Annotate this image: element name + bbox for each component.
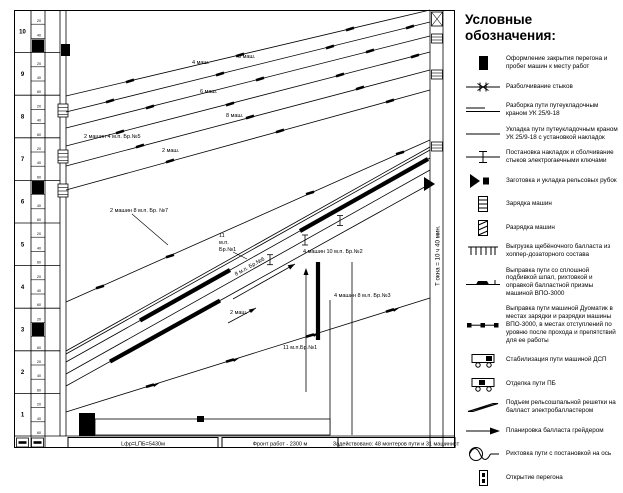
- axis-hour-label: 2: [20, 370, 25, 377]
- axis-minute-label: 40: [37, 76, 41, 80]
- legend-item: [465, 376, 619, 392]
- axis-minute-label: 60: [37, 218, 41, 222]
- crew-label: 4 машин 8 м.п. Бр.№3: [334, 293, 391, 299]
- fishplate-bolting-icon: [465, 149, 501, 165]
- machines-label: 8 маш.: [226, 113, 244, 119]
- legend-item-label: Отделка пути ПБ: [506, 379, 556, 387]
- legend-item-label: Оформление закрытия перегона и пробег машин к месту работ: [506, 55, 608, 71]
- axis-hour-label: 4: [20, 284, 25, 291]
- machines-label: 6 маш.: [200, 89, 218, 95]
- legend-item-label: Стабилизация пути машиной ДСП: [506, 356, 607, 364]
- crew-label: 2 машин 8 м.п. Бр. №7: [110, 208, 169, 214]
- axis-minute-label: 60: [37, 132, 41, 137]
- legend-item: [465, 243, 619, 259]
- axis-minute-label: 20: [37, 104, 41, 109]
- legend-item-label: Планировка балласта грейдером: [506, 426, 604, 434]
- axis-minute-label: 20: [37, 274, 41, 279]
- work-line-crew7: [66, 140, 430, 302]
- legend-title: Условные обозначения:: [465, 12, 556, 43]
- axis-hour-label: 5: [20, 242, 25, 249]
- axis-minute-label: 20: [37, 61, 41, 66]
- axis-minute-label: 60: [37, 431, 41, 435]
- legend-item: [465, 79, 619, 95]
- machine-discharge-icon: [465, 220, 501, 236]
- legend-item: [465, 470, 619, 486]
- time-mark: [32, 323, 44, 336]
- grader-icon: [465, 423, 501, 439]
- closure-mark: [79, 413, 95, 436]
- electroballaster-icon: [465, 399, 501, 415]
- machine-discharge-mark: [432, 142, 443, 151]
- legend-panel: [465, 12, 619, 493]
- axis-minute-label: 40: [37, 161, 41, 166]
- up-arrow: [304, 268, 309, 275]
- machine-discharge-mark: [432, 70, 443, 79]
- machine-charge-icon: [465, 196, 501, 212]
- axis-minute-label: 40: [37, 118, 41, 123]
- axis-minute-label: 60: [37, 345, 41, 350]
- axis-minute-label: 60: [37, 303, 41, 308]
- machines-label: 2 маш.: [230, 310, 248, 316]
- axis-minute-label: 60: [37, 90, 41, 95]
- duomatic-icon: [465, 317, 501, 333]
- machines-label: 3 маш.: [238, 54, 256, 60]
- bottom-work-bar: [95, 419, 330, 435]
- footer-row: [17, 438, 460, 448]
- dsp-stabilizer-icon: [465, 352, 501, 368]
- time-mark: [32, 181, 44, 194]
- window-time-label: Т окна = 10 ч 40 мин.: [434, 225, 442, 286]
- axis-minute-label: 40: [37, 33, 41, 38]
- crew-label: м.п.: [219, 240, 229, 246]
- axis-minute-label: 20: [37, 360, 41, 364]
- crew-label: 2 машин 4 м.п. Бр.№5: [84, 134, 141, 140]
- rail-cuts-icon: [465, 173, 501, 189]
- axis-minute-label: 20: [37, 232, 41, 237]
- track-laying-segment: [110, 301, 220, 362]
- chart-frame: [15, 11, 455, 448]
- grader-arrow: [288, 264, 295, 270]
- axis-minute-label: 40: [37, 416, 41, 421]
- legend-item-label: Заготовка и укладка рельсовых рубок: [506, 176, 617, 184]
- unbolting-icon: [465, 79, 501, 95]
- legend-item-label: Разборка пути путеукладочным краном УК 25/9-18: [506, 102, 599, 118]
- track-laying-icon: [465, 126, 501, 142]
- bottom-work-mark: [197, 416, 204, 422]
- closure-mark: [61, 44, 70, 56]
- axis-hour-label: 1: [20, 412, 25, 419]
- axis-hour-label: 8: [20, 114, 25, 121]
- axis-minute-label: 20: [37, 147, 41, 151]
- crew-label: Бр.№1: [219, 247, 237, 253]
- machine-discharge-mark: [432, 34, 443, 43]
- crew-label: 8 м.п. Бр.№6: [234, 256, 266, 278]
- legend-item: [465, 423, 619, 439]
- closure-icon: [465, 55, 501, 71]
- axis-hour-label: 10: [19, 29, 26, 36]
- machines-label: 4 маш.: [192, 60, 210, 66]
- legend-item-label: Выправка пути со сплошной подбивкой шпал, рихтовкой и оправкой балластной призмы машиной ВПО-3000: [506, 266, 594, 298]
- legend-item-label: Рихтовка пути с постановкой на ось: [506, 450, 612, 458]
- legend-item-label: Выправка пути машиной Дуоматик в местах зарядки и разрядки машины ВПО-3000, в местах отступлений по уровню после прохода и препятствий для ее работы: [506, 305, 616, 344]
- legend-item-label: Постановка накладок и сболчивание стыков электрогаечными ключами: [506, 149, 614, 165]
- legend-item: [465, 102, 619, 118]
- axis-hour-label: 6: [20, 199, 25, 206]
- legend-item-label: Разболчивание стыков: [506, 82, 573, 90]
- axis-hour-label: 7: [20, 157, 25, 164]
- vpo-3000-icon: [465, 274, 501, 290]
- axis-minute-label: 40: [37, 289, 41, 293]
- work-front-label: Фронт работ - 2300 м: [252, 441, 308, 448]
- fishplate-marks: [267, 216, 343, 265]
- machine-charge-mark: [58, 104, 68, 117]
- legend-item: [465, 173, 619, 189]
- legend-item: [465, 267, 619, 298]
- legend-item-label: Открытие перегона: [506, 473, 563, 481]
- grader-arrow: [249, 308, 256, 313]
- crew-label: 11 м.п.Бр.№1: [283, 345, 318, 351]
- track-laying-segment: [140, 270, 230, 321]
- track-dismantle-icon: [465, 102, 501, 118]
- work-lines-top: [66, 10, 430, 190]
- axis-hour-label: 9: [20, 71, 25, 78]
- time-axis: [14, 19, 60, 435]
- crew-label: 11: [219, 233, 225, 239]
- legend-item-label: Подъем рельсошпальной решетки на балласт электробалластером: [506, 399, 616, 415]
- axis-minute-label: 60: [37, 388, 41, 393]
- legend-item-label: Укладка пути путеукладочным краном УК 25/9-18 с установкой накладок: [506, 125, 618, 141]
- legend-item: [465, 196, 619, 212]
- legend-item: [465, 126, 619, 142]
- axis-minute-label: 40: [37, 374, 41, 379]
- axis-minute-label: 60: [37, 260, 41, 265]
- machine-charge-mark: [58, 150, 68, 163]
- legend-item: [465, 446, 619, 462]
- chart-labels: [84, 54, 391, 351]
- ballast-unloading-icon: [465, 243, 501, 259]
- line-opening-icon: [465, 470, 501, 486]
- track-alignment-icon: [465, 446, 501, 462]
- axis-hour-label: 3: [20, 327, 25, 334]
- axis-minute-label: 20: [37, 402, 41, 407]
- resources-label: Задействовано: 48 монтеров пути и 31 машинист: [332, 441, 460, 448]
- legend-item: [465, 305, 619, 344]
- legend-item-label: Зарядка машин: [506, 200, 552, 208]
- line-opening-mark: [432, 12, 443, 26]
- legend-item: [465, 399, 619, 415]
- legend-item: [465, 149, 619, 165]
- legend-item-label: Выгрузка щебёночного балласта из хоппер-дозаторного состава: [506, 243, 611, 259]
- axis-minute-label: 40: [37, 246, 41, 251]
- legend-item-label: Разрядка машин: [506, 223, 555, 231]
- machines-label: 2 маш.: [162, 148, 180, 154]
- axis-minute-label: 40: [37, 203, 41, 208]
- time-mark: [32, 40, 44, 53]
- legend-item: [465, 55, 619, 71]
- machine-charge-mark: [58, 184, 68, 197]
- axis-minute-label: 60: [37, 175, 41, 180]
- axis-minute-label: 20: [37, 19, 41, 24]
- legend-item: [465, 352, 619, 368]
- pb-finishing-icon: [465, 376, 501, 392]
- pb-length-label: Lфр=LПБ=5430м: [121, 441, 165, 448]
- axis-minute-label: 20: [37, 317, 41, 322]
- legend-item: [465, 220, 619, 236]
- crew-label: 4 машин 10 м.п. Бр.№2: [303, 249, 363, 255]
